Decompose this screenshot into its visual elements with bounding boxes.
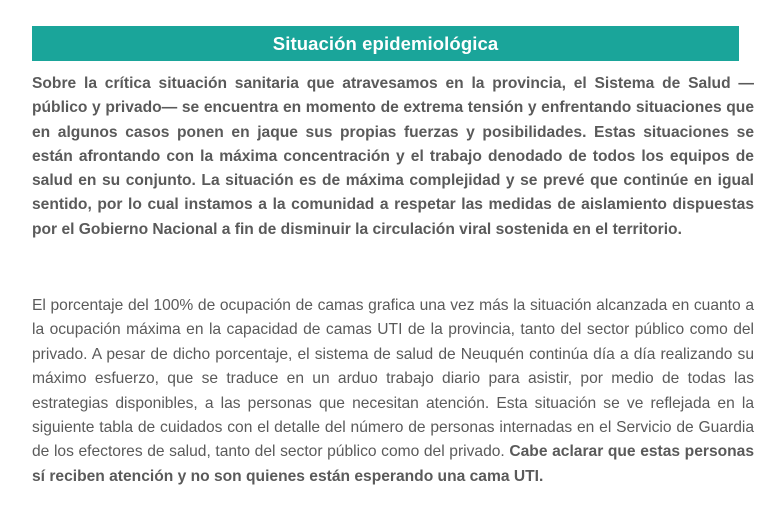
section-title: Situación epidemiológica xyxy=(272,32,499,54)
paragraph-bed-occupancy-emphasis: Cabe aclarar que estas personas sí reciben atención y no son quienes están esperando una cama UTI. xyxy=(32,443,755,485)
paragraph-bed-occupancy-text: El porcentaje del 100% de ocupación de camas grafica una vez más la situación alcanzada en cuanto a la ocupación máxima en la capacidad de camas UTI de la provincia, tanto del sector público como del privado. A pesar de dicho porcentaje, el sistema de salud de Neuquén continúa día a día realizando su máximo esfuerzo, que se traduce en un arduo trabajo diario para asistir, por medio de todas las estrategias disponibles, a las personas que necesitan atención. Esta situación se ve reflejada en la siguiente tabla de cuidados con el detalle del número de personas internadas en el Servicio de Guardia de los efectores de salud, tanto del sector público como del privado. xyxy=(32,297,754,461)
paragraph-intro-bold xyxy=(32,72,754,242)
paragraph-intro-text: Sobre la crítica situación sanitaria que atravesamos en la provincia, el Sistema de Salud —público y privado— se encuentra en momento de extrema tensión y enfrentando situaciones que en algunos casos ponen en jaque sus propias fuerzas y posibilidades. Estas situaciones se están afrontando con la máxima concentración y el trabajo denodado de todos los equipos de salud en su conjunto. La situación es de máxima complejidad y se prevé que continúe en igual sentido, por lo cual instamos a la comunidad a respetar las medidas de aislamiento dispuestas por el Gobierno Nacional a fin de disminuir la circulación viral sostenida en el territorio. xyxy=(32,75,754,238)
section-header-bar xyxy=(32,26,739,61)
paragraph-bed-occupancy xyxy=(32,294,754,489)
